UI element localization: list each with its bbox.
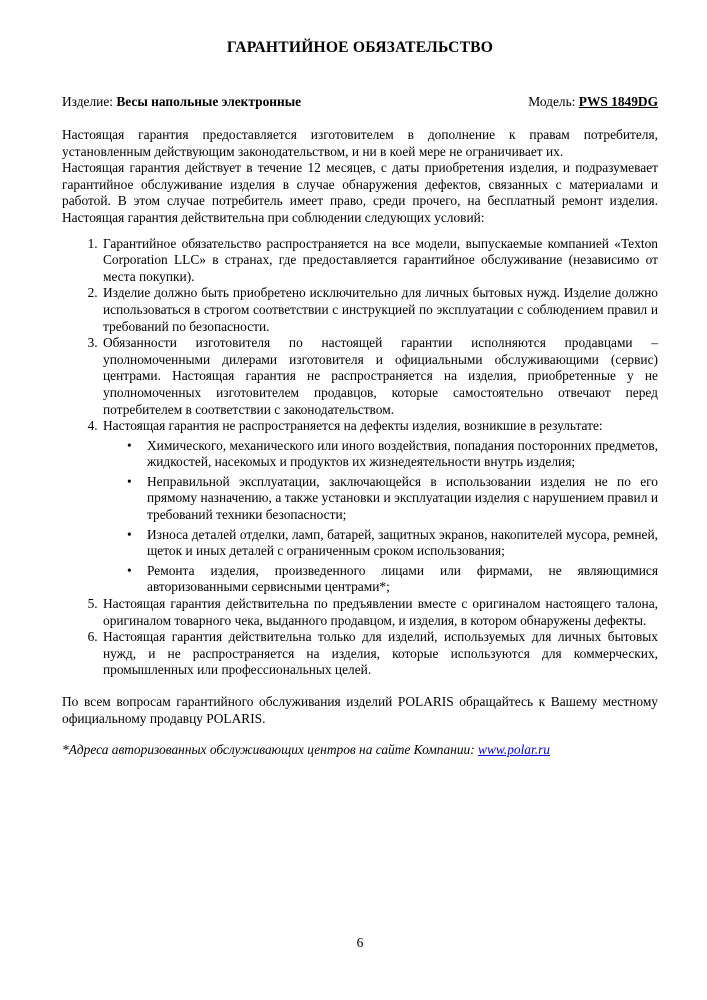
page-number: 6 <box>356 935 364 950</box>
page-title: ГАРАНТИЙНОЕ ОБЯЗАТЕЛЬСТВО <box>226 39 494 56</box>
website-link[interactable]: www.polar.ru <box>478 742 550 758</box>
document-body <box>62 127 658 759</box>
bullet-icon: • <box>127 437 132 453</box>
condition-item: 2. Изделие должно быть приобретено исключительно для личных бытовых нужд. Изделие должно использоваться в строгом соответствии с инструкцией по эксплуатации с соблюдением правил и требований по безопасности. <box>101 285 658 335</box>
condition-item: 6. Настоящая гарантия действительна только для изделий, используемых для личных бытовых нужд, и не распространяется на изделия, которые используются для коммерческих, промышленных или профессиональных целей. <box>101 629 658 679</box>
model-label: Модель: <box>528 94 576 109</box>
defect-causes-list <box>103 438 658 596</box>
bullet-icon: • <box>127 473 132 489</box>
model-value: PWS 1849DG <box>578 94 658 109</box>
product-info <box>62 94 301 111</box>
condition-item: 3. Обязанности изготовителя по настоящей гарантии исполняются продавцами – уполномоченными дилерами изготовителя и официальными обслуживающими (сервис) центрами. Настоящая гарантия не распространяется на изделия, приобретенные у не уполномоченных изготовителем продавцов, которые самостоятельно отвечают перед потребителем в соответствии с законодательством. <box>101 335 658 418</box>
condition-item: 1. Гарантийное обязательство распространяется на все модели, выпускаемые компанией «Texton Corporation LLC» в странах, где предоставляется гарантийное обслуживание (независимо от места покупки). <box>101 236 658 286</box>
model-info <box>528 94 658 111</box>
footnote <box>62 742 658 759</box>
bullet-icon: • <box>127 562 132 578</box>
contact-paragraph: По всем вопросам гарантийного обслуживания изделий POLARIS обращайтесь к Вашему местному официальному продавцу POLARIS. <box>62 694 658 726</box>
condition-item: 4. Настоящая гарантия не распространяется на дефекты изделия, возникшие в результате: • Химического, механического или иного воздействия, попадания посторонних предметов, жидкостей, насекомых и продуктов их жизнедеятельности внутрь изделия; • Неправильной эксплуатации, заключающейся в использовании изделия не по его прямому назначению, а также установки и эксплуатации изделия с нарушением правил и требований техники безопасности; • Износа деталей отделки, ламп, батарей, защитных экранов, накопителей мусора, ремней, щеток и иных деталей с ограниченным сроком использования; • Ремонта изделия, произведенного лицами или фирмами, не являющимися авторизованными сервисными центрами*; <box>101 418 658 596</box>
condition-item: 5. Настоящая гарантия действительна по предъявлении вместе с оригиналом настоящего талона, оригиналом товарного чека, выданного продавцом, и изделия, в котором обнаружены дефекты. <box>101 596 658 629</box>
defect-cause-item: • Химического, механического или иного воздействия, попадания посторонних предметов, жидкостей, насекомых и продуктов их жизнедеятельности внутрь изделия; <box>127 437 658 470</box>
footnote-text: *Адреса авторизованных обслуживающих центров на сайте Компании: <box>62 742 475 758</box>
bullet-icon: • <box>127 526 132 542</box>
defect-cause-item: • Неправильной эксплуатации, заключающейся в использовании изделия не по его прямому назначению, а также установки и эксплуатации изделия с нарушением правил и требований техники безопасности; <box>127 473 658 523</box>
product-info-row <box>62 94 658 111</box>
conditions-list <box>62 236 658 679</box>
intro-paragraph: Настоящая гарантия предоставляется изготовителем в дополнение к правам потребителя, установленным действующим законодательством, и ни в коей мере не ограничивает их. <box>62 127 658 159</box>
defect-cause-item: • Ремонта изделия, произведенного лицами или фирмами, не являющимися авторизованными сервисными центрами*; <box>127 562 658 595</box>
intro-paragraph: Настоящая гарантия действует в течение 12 месяцев, с даты приобретения изделия, и подразумевает гарантийное обслуживание изделия в случае обнаружения дефектов, связанных с материалами и работой. В этом случае потребитель имеет право, среди прочего, на бесплатный ремонт изделия. Настоящая гарантия действительна при соблюдении следующих условий: <box>62 160 658 225</box>
product-value: Весы напольные электронные <box>116 94 302 109</box>
product-label: Изделие: <box>62 94 113 109</box>
defect-cause-item: • Износа деталей отделки, ламп, батарей, защитных экранов, накопителей мусора, ремней, щеток и иных деталей с ограниченным сроком использования; <box>127 526 658 559</box>
